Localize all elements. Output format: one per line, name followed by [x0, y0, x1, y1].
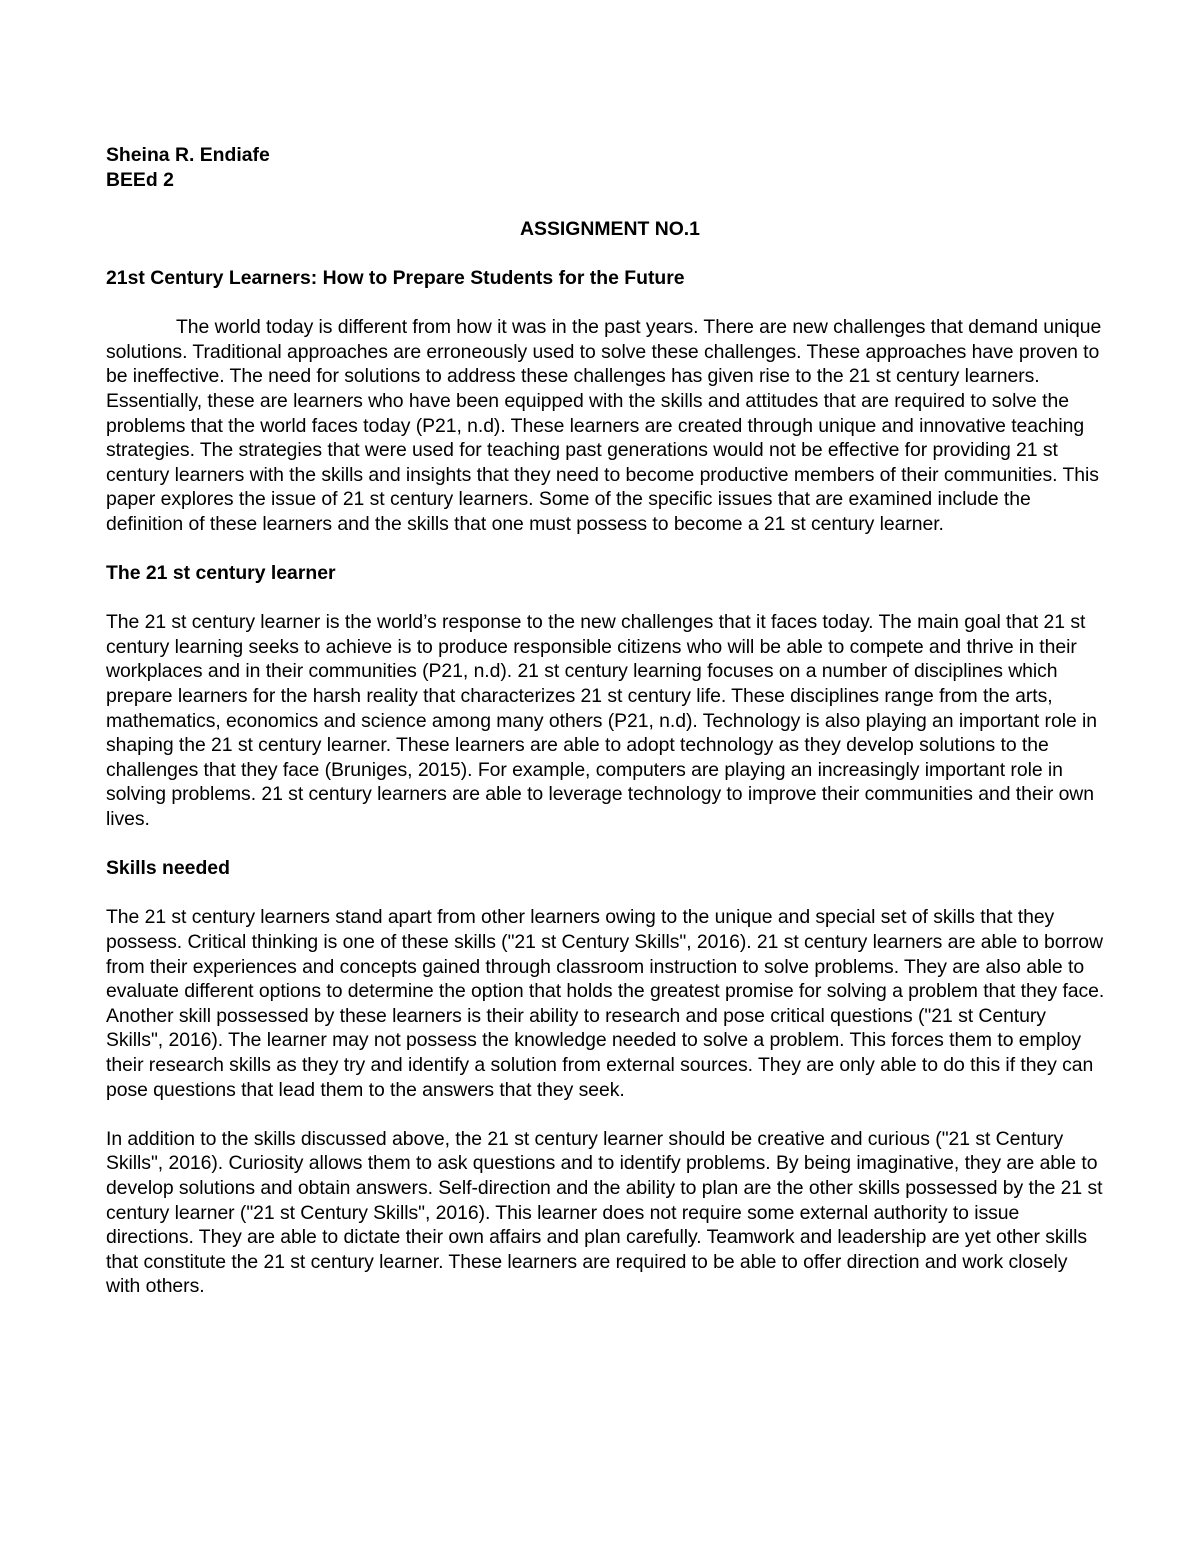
intro-paragraph: The world today is different from how it was in the past years. There are new challenges that demand unique solutions. Traditional approaches are erroneously used to solve these challenges. These approaches have proven to be ineffective. The need for solutions to address these challenges has given rise to the 21 st century learners. Essentially, these are learners who have been equipped with the skills and attitudes that are required to solve the problems that the world faces today (P21, n.d). These learners are created through unique and innovative teaching strategies. The strategies that were used for teaching past generations would not be effective for providing 21 st century learners with the skills and insights that they need to become productive members of their communities. This paper explores the issue of 21 st century learners. Some of the specific issues that are examined include the definition of these learners and the skills that one must possess to become a 21 st century learner.	[106, 316, 1102, 535]
section-heading-learner: The 21 st century learner	[106, 562, 336, 585]
skills-paragraph-2: In addition to the skills discussed above, the 21 st century learner should be creative and curious ("21 st Century Skills", 2016). Curiosity allows them to ask questions and to identify problems. By being imaginative, they are able to develop solutions and obtain answers. Self-direction and the ability to plan are the other skills possessed by the 21 st century learner ("21 st Century Skills", 2016). This learner does not require some external authority to issue directions. They are able to dictate their own affairs and plan carefully. Teamwork and leadership are yet other skills that constitute the 21 st century learner. These learners are required to be able to offer direction and work closely with others.	[106, 1127, 1103, 1298]
assignment-text: ASSIGNMENT NO.1	[520, 217, 700, 240]
assignment-label	[106, 217, 1106, 242]
author-name: Sheina R. Endiafe	[106, 144, 270, 166]
skills-paragraph-1: The 21 st century learners stand apart from other learners owing to the unique and special set of skills that they possess. Critical thinking is one of these skills ("21 st Century Skills", 2016). 21 st century learners are able to borrow from their experiences and concepts gained through classroom instruction to solve problems. They are also able to evaluate different options to determine the option that holds the greatest promise for solving a problem that they face. Another skill possessed by these learners is their ability to research and pose critical questions ("21 st Century Skills", 2016). The learner may not possess the knowledge needed to solve a problem. This forces them to employ their research skills as they try and identify a solution from external sources. They are only able to do this if they can pose questions that lead them to the answers that they seek.	[106, 906, 1105, 1101]
learner-paragraph: The 21 st century learner is the world’s response to the new challenges that it faces today. The main goal that 21 st century learning seeks to achieve is to produce responsible citizens who will be able to compete and thrive in their workplaces and in their communities (P21, n.d). 21 st century learning focuses on a number of disciplines which prepare learners for the harsh reality that characterizes 21 st century life. These disciplines range from the arts, mathematics, economics and science among many others (P21, n.d). Technology is also playing an important role in shaping the 21 st century learner. These learners are able to adopt technology as they develop solutions to the challenges that they face (Bruniges, 2015). For example, computers are playing an increasingly important role in solving problems. 21 st century learners are able to leverage technology to improve their communities and their own lives.	[106, 611, 1098, 831]
document-title: 21st Century Learners: How to Prepare Students for the Future	[106, 266, 685, 289]
document-content	[106, 143, 1106, 1299]
course-name: BEEd 2	[106, 168, 174, 191]
section-heading-skills: Skills needed	[106, 857, 230, 880]
